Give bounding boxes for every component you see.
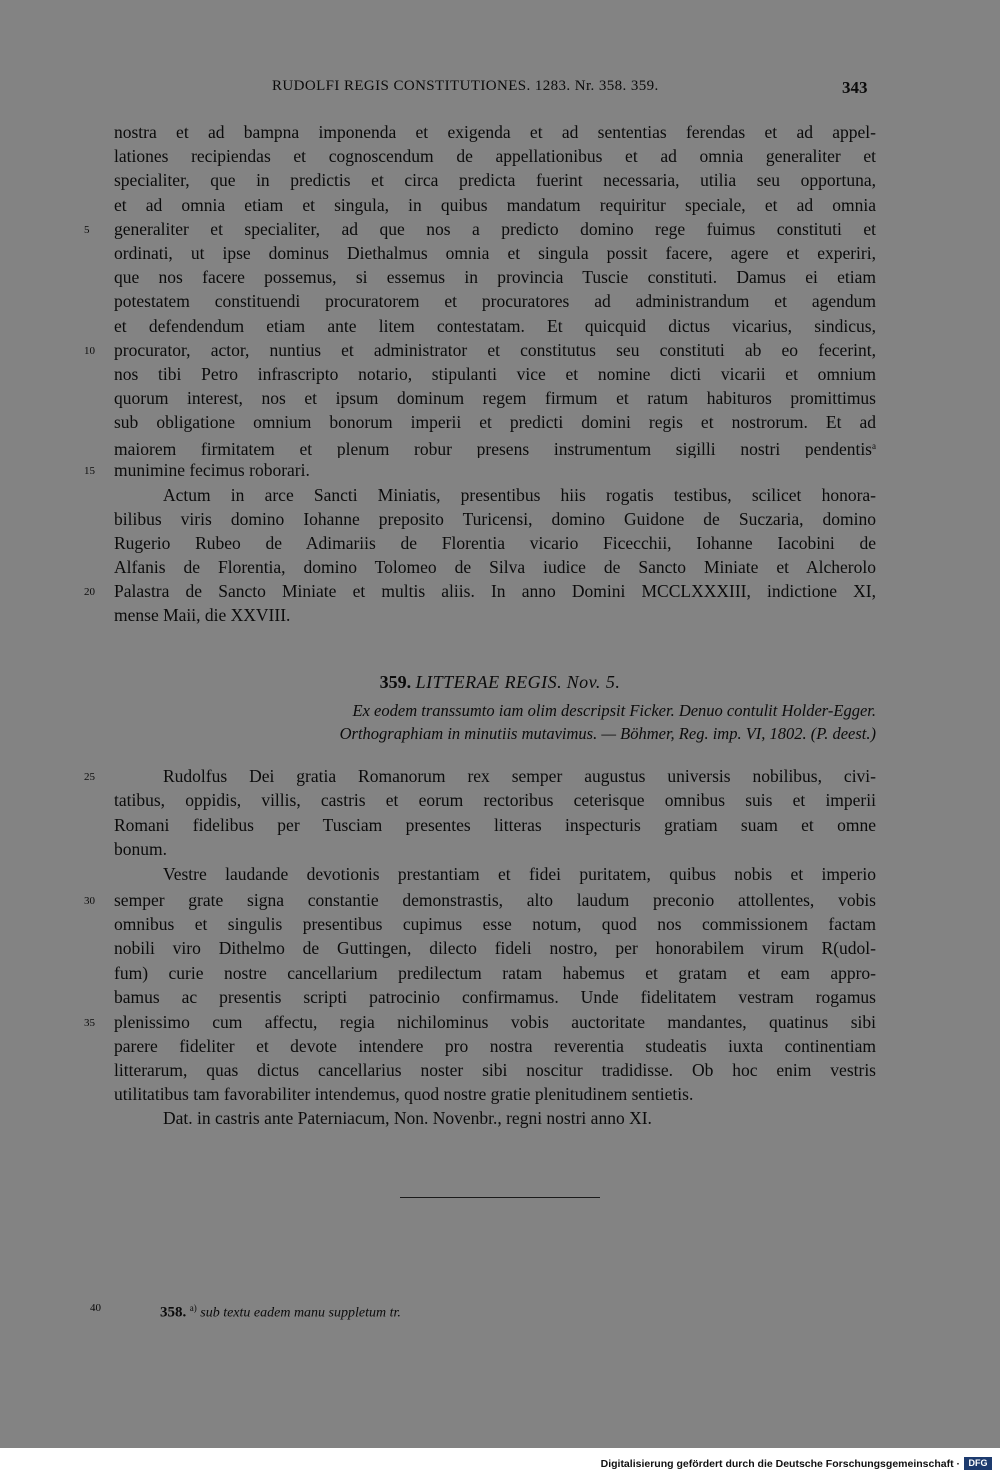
document-number: 359. xyxy=(379,672,412,692)
margin-line-number: 35 xyxy=(84,1017,95,1029)
margin-line-number: 30 xyxy=(84,895,95,907)
running-head xyxy=(0,78,1000,102)
footnote-number: 358. xyxy=(160,1304,187,1321)
text-line: Romani fidelibus per Tusciam presentes litteras inspecturis gratiam suam et omne xyxy=(114,815,876,835)
text-line: nos tibi Petro infrascripto notario, stipulanti vice et nomine dicti vicarii et omnium xyxy=(114,364,876,384)
text-line: Palastra de Sancto Miniate et multis aliis. In anno Domini MCCLXXXIII, indictione XI, xyxy=(114,581,876,601)
running-head-title: RUDOLFI REGIS CONSTITUTIONES. 1283. Nr. 358. 359. xyxy=(272,78,659,94)
text-line: Dat. in castris ante Paterniacum, Non. Novenbr., regni nostri anno XI. xyxy=(163,1108,652,1128)
credit-bar xyxy=(0,1448,1000,1475)
text-line: plenissimo cum affectu, regia nichilominus vobis auctoritate mandantes, quatinus sibi xyxy=(114,1012,876,1032)
text-line: procurator, actor, nuntius et administrator et constitutus seu constituti ab eo fecerint, xyxy=(114,340,876,360)
text-line: tatibus, oppidis, villis, castris et eorum rectoribus ceterisque omnibus suis et imperii xyxy=(114,790,876,810)
text-line: que nos facere possemus, si essemus in provincia Tuscie constituti. Damus ei etiam xyxy=(114,267,876,287)
footnote-separator-rule xyxy=(400,1197,600,1198)
text-line: bonum. xyxy=(114,839,167,859)
text-line: et ad omnia etiam et singula, in quibus mandatum requiritur speciale, et ad omnia xyxy=(114,195,876,215)
text-line: munimine fecimus roborari. xyxy=(114,460,310,480)
text-line: mense Maii, die XXVIII. xyxy=(114,605,291,625)
margin-line-number: 40 xyxy=(90,1302,101,1314)
text-line: Actum in arce Sancti Miniatis, presentibus hiis rogatis testibus, scilicet honora- xyxy=(163,485,876,505)
text-line: quorum interest, nos et ipsum dominum regem firmum et ratum habituros promittimus xyxy=(114,388,876,408)
text-line: bamus ac presentis scripti patrocinio confirmamus. Unde fidelitatem vestram rogamus xyxy=(114,987,876,1007)
text-line: Rudolfus Dei gratia Romanorum rex semper augustus universis nobilibus, civi- xyxy=(163,766,876,786)
text-line: Vestre laudande devotionis prestantiam et fidei puritatem, quibus nobis et imperio xyxy=(163,864,876,884)
text-line: bilibus viris domino Iohanne preposito Turicensi, domino Guidone de Suczaria, domino xyxy=(114,509,876,529)
document-date: Nov. 5. xyxy=(566,672,621,692)
funding-credit: Digitalisierung gefördert durch die Deutsche Forschungsgemeinschaft · xyxy=(600,1458,960,1470)
text-line: nostra et ad bampna imponenda et exigenda et ad sententias ferendas et ad appel- xyxy=(114,122,876,142)
text-line: potestatem constituendi procuratorem et procuratores ad administrandum et agendum xyxy=(114,291,876,311)
document-359-heading xyxy=(0,672,1000,693)
text-line: nobili viro Dithelmo de Guttingen, dilecto fideli nostro, per honorabilem virum R(udol- xyxy=(114,938,876,958)
text-line: Rugerio Rubeo de Adimariis de Florentia vicario Ficecchii, Iohanne Iacobini de xyxy=(114,533,876,553)
text-line: specialiter, que in predictis et circa predicta fuerint necessaria, utilia seu opportuna, xyxy=(114,170,876,190)
source-note-line: Orthographiam in minutiis mutavimus. — Böhmer, Reg. imp. VI, 1802. (P. deest.) xyxy=(339,724,876,743)
text-line: semper grate signa constantie demonstrastis, alto laudum preconio attollentes, vobis xyxy=(114,890,876,910)
margin-line-number: 15 xyxy=(84,465,95,477)
page-number: 343 xyxy=(842,78,868,97)
document-title: LITTERAE REGIS. xyxy=(415,672,563,692)
text-line: ordinati, ut ipse dominus Diethalmus omnia et singula possit facere, agere et experiri, xyxy=(114,243,876,263)
text-line: utilitatibus tam favorabiliter intendemus, quod nostre gratie plenitudinem sentietis. xyxy=(114,1084,694,1104)
footnote-text: sub textu eadem manu suppletum tr. xyxy=(200,1305,401,1321)
text-line: parere fideliter et devote intendere pro nostra reverentia studeatis iuxta continentiam xyxy=(114,1036,876,1056)
margin-line-number: 25 xyxy=(84,771,95,783)
dfg-logo-icon: DFG xyxy=(964,1457,992,1470)
text-line: sub obligatione omnium bonorum imperii et predicti domini regis et nostrorum. Et ad xyxy=(114,412,876,432)
text-line: generaliter et specialiter, ad que nos a predicto domino rege fuimus constituti et xyxy=(114,219,876,239)
text-line: omnibus et singulis presentibus cupimus esse notum, quod nos commissionem factam xyxy=(114,914,876,934)
text-line: litterarum, quas dictus cancellarius noster sibi noscitur tradidisse. Ob hoc enim vestris xyxy=(114,1060,876,1080)
text-line: Alfanis de Florentia, domino Tolomeo de Silva iudice de Sancto Miniate et Alcherolo xyxy=(114,557,876,577)
source-note-line: Ex eodem transsumto iam olim descripsit Ficker. Denuo contulit Holder-Egger. xyxy=(352,701,876,720)
footnote xyxy=(160,1298,401,1324)
text-line: maiorem firmitatem et plenum robur presens instrumentum sigilli nostri pendentis$^a$ xyxy=(114,439,876,458)
margin-line-number: 20 xyxy=(84,586,95,598)
margin-line-number: 10 xyxy=(84,345,95,357)
footnote-marker: a) xyxy=(189,1303,197,1313)
text-line: et defendendum etiam ante litem contestatam. Et quicquid dictus vicarius, sindicus, xyxy=(114,316,876,336)
text-line: lationes recipiendas et cognoscendum de appellationibus et ad omnia generaliter et xyxy=(114,146,876,166)
margin-line-number: 5 xyxy=(84,224,90,236)
text-line: fum) curie nostre cancellarium predilectum ratam habemus et gratam et eam appro- xyxy=(114,963,876,983)
footnote-marker: a xyxy=(872,441,876,451)
